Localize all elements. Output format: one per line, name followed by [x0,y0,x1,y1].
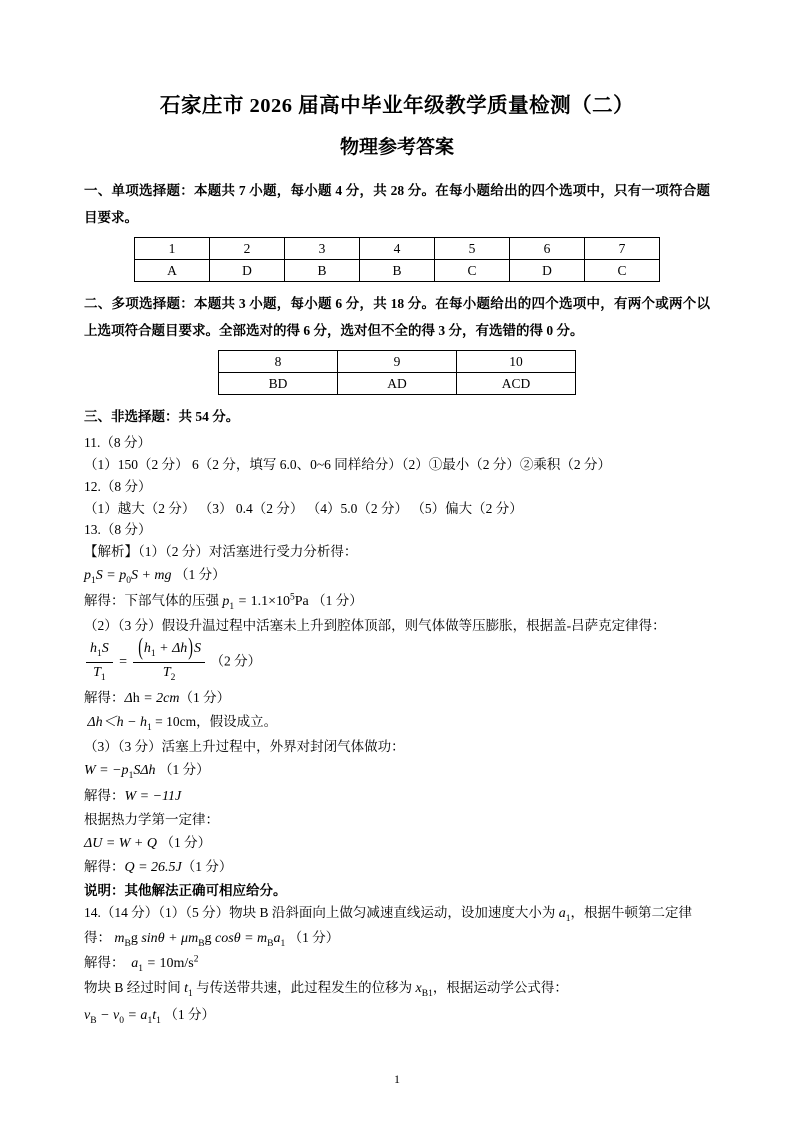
q12-title: 12.（8 分） [84,478,152,494]
table-cell: 2 [210,238,285,260]
page-subtitle: 物理参考答案 [339,137,454,158]
table-cell: 10 [457,351,576,373]
q13-equation-1-mark: （1 分） [175,567,226,583]
table-cell: 7 [585,238,660,260]
table-cell: A [135,260,210,282]
table-cell: 5 [435,238,510,260]
q13-equation-1: $p_1S = p_0S$ + mg （1 分） [84,567,226,586]
table-cell: BD [219,373,338,395]
table-cell: 6 [510,238,585,260]
q14-title: 14.（14 分）（1）（5 分）物块 B 沿斜面向上做匀减速直线运动，设加速度大小为 $a_1$，根据牛顿第二定律得： $m_Bg$ $\sin\theta + \mu m_Bg$ $\cos\theta = m_Ba_1$ （1 分） [84,904,693,949]
q13-line-3: （3）（3 分）活塞上升过程中，外界对封闭气体做功： [84,739,405,755]
q13-solve-line-3: 解得：W = −11J [84,788,182,805]
table-cell: B [360,260,435,282]
q13-solve-line-2: 解得：Δh = 2cm（1 分） [84,690,231,707]
section-1-heading: 一、单项选择题：本题共 7 小题，每小题 4 分，共 28 分。在每小题给出的四个选项中，只有一项符合题目要求。 [84,183,710,225]
table-cell: B [285,260,360,282]
table-cell: AD [338,373,457,395]
table-row [135,260,660,282]
q13-first-law-line: 根据热力学第一定律： [84,811,219,827]
q13-title: 13.（8 分） [84,522,152,538]
table-cell: ACD [457,373,576,395]
single-choice-answer-table [134,237,660,282]
table-row [219,351,576,373]
q14-solve-line-1: 解得： $a_1 = 10m/s^2$ [84,954,199,975]
q13-note: 说明：其他解法正确可相应给分。 [84,883,287,899]
table-cell: C [585,260,660,282]
table-cell: D [210,260,285,282]
table-cell: 8 [219,351,338,373]
q13-equation-2: $\frac{h_1S}{T_1}$ = $\frac{(h_1 + \Delta h)S}{T_2}$ （2 分） [84,640,710,684]
table-cell: C [435,260,510,282]
q13-solve-line-4: 解得：Q = 26.5J（1 分） [84,859,233,876]
q11-line1: （1）150（2 分） 6（2 分，填写 6.0、0~6 同样给分）（2）①最小（2 分）②乘积（2 分） [84,456,612,472]
section-2-heading: 二、多项选择题：本题共 3 小题，每小题 6 分，共 18 分。在每小题给出的四个选项中，有两个或两个以上选项符合题目要求。全部选对的得 6 分，选对但不全的得 3 分，有选错的得 0 分。 [84,296,710,338]
table-cell: 9 [338,351,457,373]
q11-title: 11.（8 分） [84,435,151,450]
section-3-heading: 三、非选择题：共 54 分。 [84,409,240,424]
q13-analysis-line: 【解析】（1）（2 分）对活塞进行受力分析得： [84,544,358,560]
q13-equation-4: ΔU = W + Q （1 分） [84,834,212,851]
table-cell: D [510,260,585,282]
q14-equation-2: $v_B - v_0 = a_1t_1$ （1 分） [84,1006,215,1026]
table-cell: 1 [135,238,210,260]
multi-choice-answer-table [218,350,576,395]
q13-equation-3: $W = -p_1S\Delta h$ （1 分） [84,762,210,781]
page-title: 石家庄市 2026 届高中毕业年级教学质量检测（二） [159,95,635,117]
q12-line1: （1）越大（2 分） （3） 0.4（2 分） （4）5.0（2 分） （5）偏大（2 分） [84,500,523,516]
page-number: 1 [394,1072,400,1086]
q13-check-line: $\Delta h<h - h_1 = 10cm$，假设成立。 [87,714,278,733]
table-cell: 4 [360,238,435,260]
q13-solve-line-1: 解得：下部气体的压强 $p_1 = 1.1\times 10^5Pa$ （1 分） [84,592,363,612]
q14-line-2: 物块 B 经过时间 $t_1$ 与传送带共速，此过程发生的位移为 $x_{B1}$，根据运动学公式得： [84,980,568,1000]
table-row [135,238,660,260]
table-row [219,373,576,395]
q13-line-2: （2）（3 分）假设升温过程中活塞未上升到腔体顶部，则气体做等压膨胀，根据盖-吕萨克定律得： [84,618,666,634]
table-cell: 3 [285,238,360,260]
